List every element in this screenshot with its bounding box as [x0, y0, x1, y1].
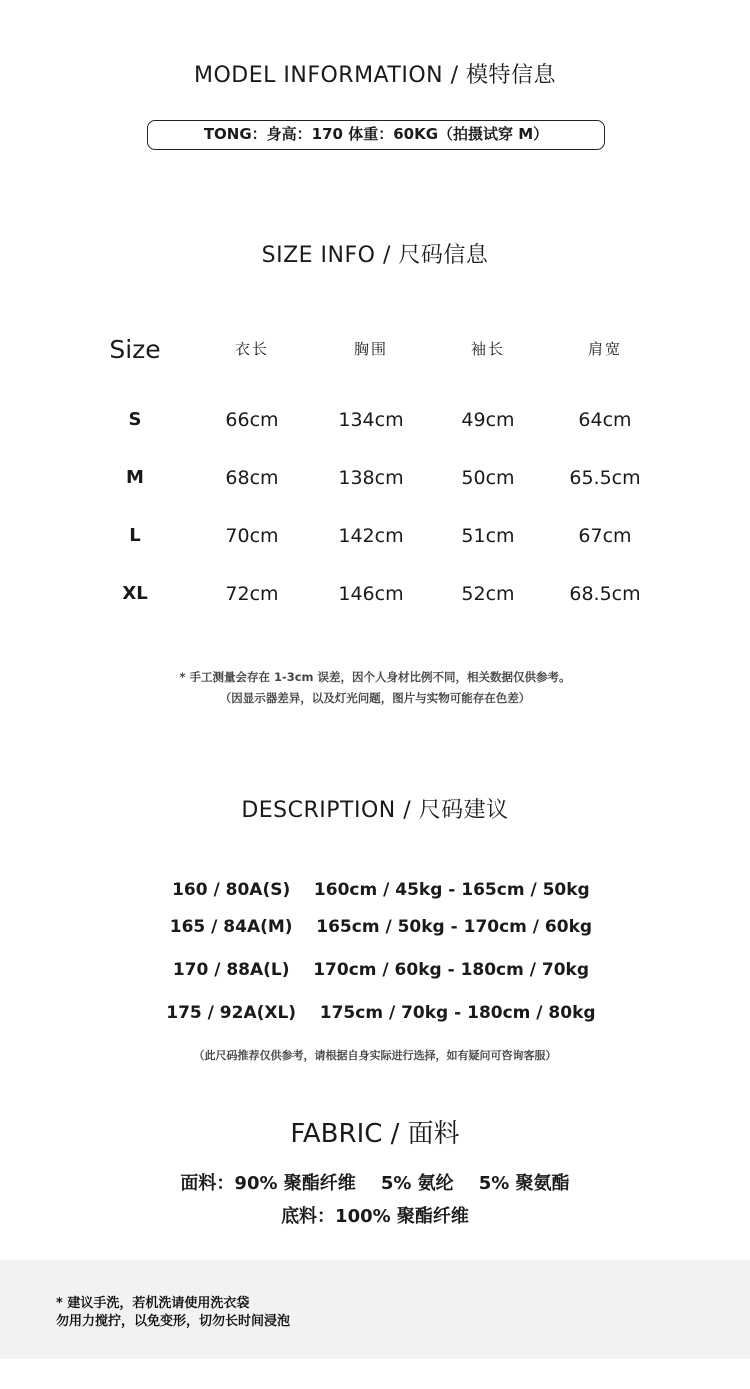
sleeve-value: 51cm	[461, 525, 515, 547]
header-size: Size	[109, 335, 161, 364]
size-label: XL	[122, 583, 148, 604]
header-shoulder: 肩宽	[587, 340, 622, 358]
recommend-range: 175cm / 70kg - 180cm / 80kg	[319, 1003, 596, 1023]
header-sleeve: 袖长	[470, 340, 505, 358]
recommend-range: 160cm / 45kg - 165cm / 50kg	[313, 880, 590, 900]
shoulder-value: 65.5cm	[569, 467, 641, 489]
size-table-header	[75, 335, 675, 368]
description-title: DESCRIPTION / 尺码建议	[241, 798, 509, 823]
size-label: S	[128, 409, 142, 430]
header-chest: 胸围	[353, 340, 388, 358]
table-row	[75, 583, 675, 613]
table-row	[75, 525, 675, 555]
table-row	[75, 467, 675, 497]
length-value: 72cm	[225, 583, 279, 605]
model-info-box: TONG：身高：170 体重：60KG（拍摄试穿 M）	[147, 120, 605, 150]
care-line-1: * 建议手洗，若机洗请使用洗衣袋	[56, 1296, 250, 1311]
size-label: M	[126, 467, 144, 488]
sleeve-value: 49cm	[461, 409, 515, 431]
care-instructions-panel	[0, 1260, 750, 1359]
color-difference-note: （因显示器差异，以及灯光问题，图片与实物可能存在色差）	[219, 691, 531, 705]
length-value: 70cm	[225, 525, 279, 547]
chest-value: 142cm	[338, 525, 404, 547]
length-value: 66cm	[225, 409, 279, 431]
shoulder-value: 67cm	[578, 525, 632, 547]
fabric-composition: 面料：90% 聚酯纤维 5% 氨纶 5% 聚氨酯	[180, 1173, 570, 1194]
recommend-range: 165cm / 50kg - 170cm / 60kg	[316, 917, 593, 937]
chest-value: 146cm	[338, 583, 404, 605]
measurement-note: * 手工测量会存在 1-3cm 误差，因个人身材比例不同，相关数据仅供参考。	[179, 670, 571, 684]
sleeve-value: 52cm	[461, 583, 515, 605]
model-info-title: MODEL INFORMATION / 模特信息	[193, 63, 556, 88]
recommend-size: 165 / 84A(M)	[169, 917, 293, 937]
length-value: 68cm	[225, 467, 279, 489]
shoulder-value: 64cm	[578, 409, 632, 431]
lining-composition: 底料：100% 聚酯纤维	[281, 1206, 469, 1227]
sleeve-value: 50cm	[461, 467, 515, 489]
list-item	[0, 983, 750, 1023]
fabric-title: FABRIC / 面料	[290, 1119, 460, 1149]
list-item	[0, 897, 750, 937]
recommend-size: 160 / 80A(S)	[172, 880, 291, 900]
size-info-title: SIZE INFO / 尺码信息	[261, 243, 489, 268]
shoulder-value: 68.5cm	[569, 583, 641, 605]
chest-value: 138cm	[338, 467, 404, 489]
chest-value: 134cm	[338, 409, 404, 431]
list-item	[0, 860, 750, 900]
header-length: 衣长	[234, 340, 269, 358]
size-label: L	[129, 525, 141, 546]
care-line-2: 勿用力搅拧，以免变形，切勿长时间浸泡	[56, 1314, 291, 1329]
recommend-size: 175 / 92A(XL)	[166, 1003, 297, 1023]
table-row	[75, 409, 675, 439]
list-item	[0, 940, 750, 980]
recommend-size: 170 / 88A(L)	[172, 960, 290, 980]
recommend-note: （此尺码推荐仅供参考，请根据自身实际进行选择，如有疑问可咨询客服）	[193, 1049, 557, 1062]
recommend-range: 170cm / 60kg - 180cm / 70kg	[313, 960, 590, 980]
